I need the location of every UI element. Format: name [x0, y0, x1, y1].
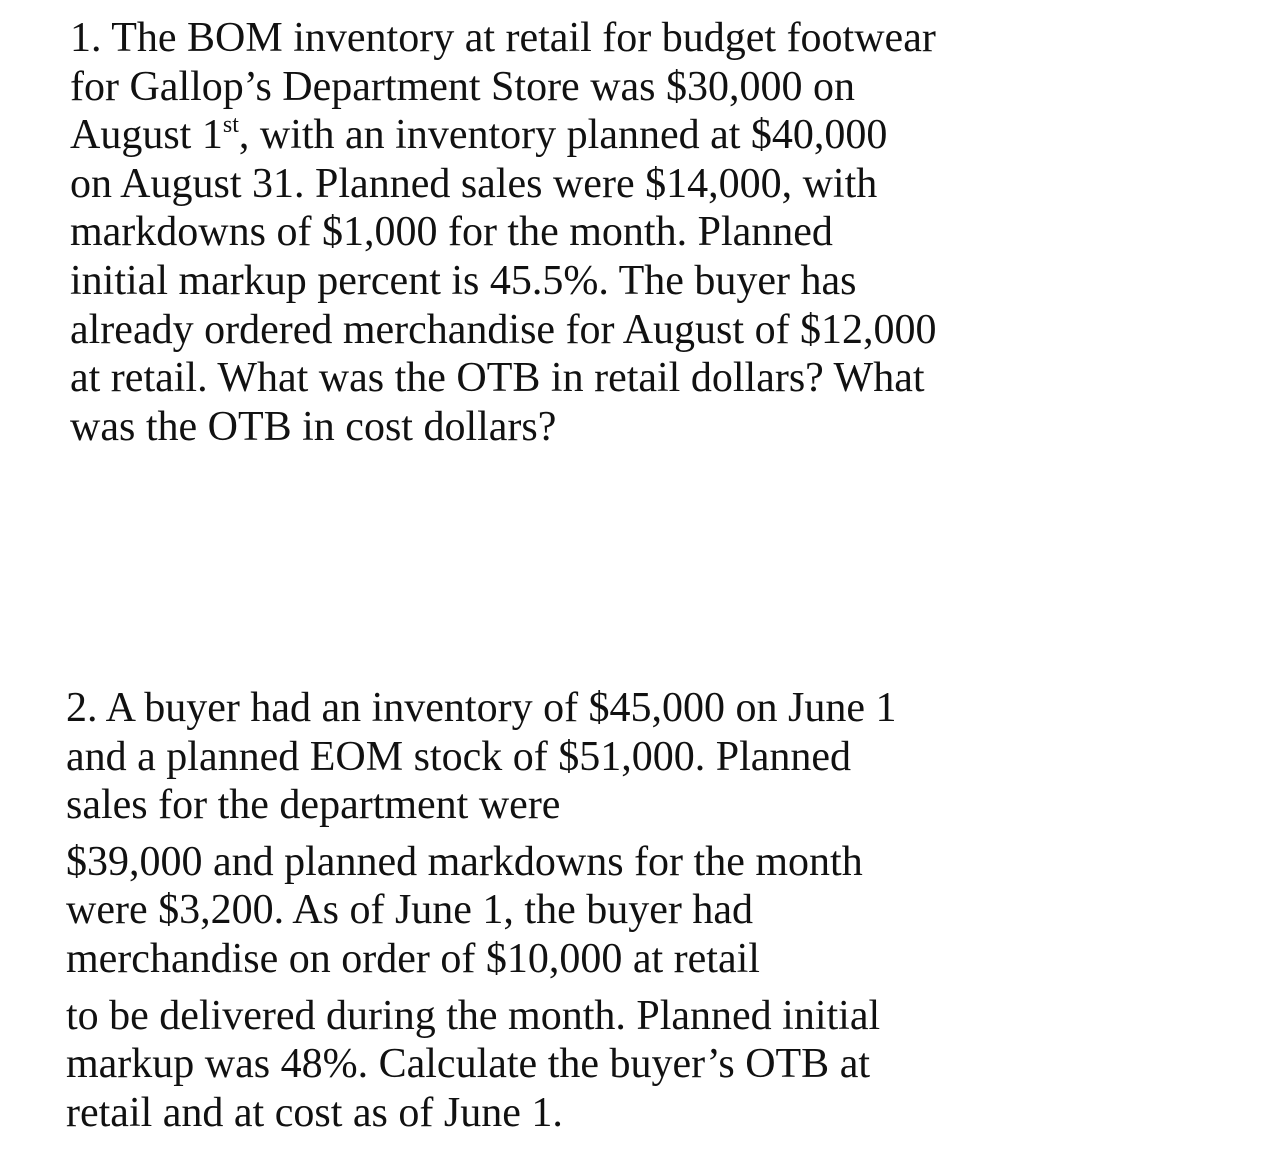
problem-2-line-5: were $3,200. As of June 1, the buyer had — [66, 887, 754, 934]
problem-1-line-4: on August 31. Planned sales were $14,000, with — [70, 160, 878, 207]
problem-1 — [70, 14, 937, 451]
problem-1-line-8: at retail. What was the OTB in retail dollars? What — [70, 355, 925, 402]
problem-1-line-1: 1. The BOM inventory at retail for budget footwear — [70, 15, 936, 61]
problem-2 — [66, 684, 897, 1137]
problem-2-line-6: merchandise on order of $10,000 at retail — [66, 935, 760, 982]
problem-1-line-3 — [70, 111, 937, 160]
problem-2-line-3: sales for the department were — [66, 782, 561, 829]
problem-1-line-3-start: August 1 — [70, 112, 223, 159]
problem-1-line-2: for Gallop’s Department Store was $30,000 on — [70, 63, 856, 110]
problem-2-line-1: 2. A buyer had an inventory of $45,000 on June 1 — [66, 685, 897, 731]
problem-1-line-3-end: , with an inventory planned at $40,000 — [238, 112, 888, 159]
problem-1-line-5: markdowns of $1,000 for the month. Planned — [70, 209, 833, 256]
problem-2-line-2: and a planned EOM stock of $51,000. Planned — [66, 733, 852, 780]
problem-1-line-7: already ordered merchandise for August of $12,000 — [70, 306, 937, 353]
problem-1-line-9: was the OTB in cost dollars? — [70, 403, 557, 450]
problem-2-line-7: to be delivered during the month. Planned initial — [66, 992, 881, 1039]
problem-2-line-9: retail and at cost as of June 1. — [66, 1089, 563, 1136]
problem-2-line-8: markup was 48%. Calculate the buyer’s OTB at — [66, 1041, 871, 1088]
problem-1-line-6: initial markup percent is 45.5%. The buyer has — [70, 257, 857, 304]
problem-2-line-4: $39,000 and planned markdowns for the month — [66, 838, 863, 885]
ordinal-superscript: st — [222, 112, 239, 139]
